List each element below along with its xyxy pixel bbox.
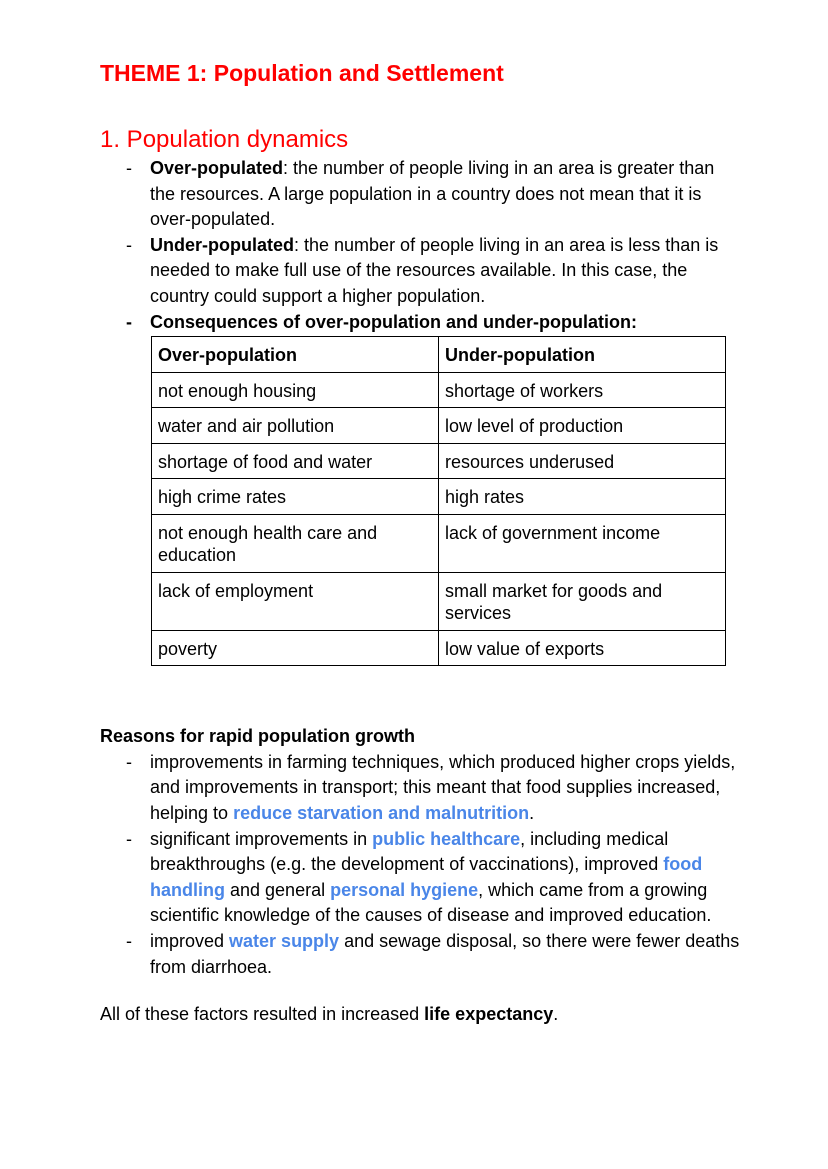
table-row	[152, 630, 726, 666]
text: All of these factors resulted in increased	[100, 1004, 425, 1025]
highlight: reduce starvation and malnutrition	[233, 802, 530, 823]
table-row	[152, 572, 726, 630]
consequences-table	[151, 336, 726, 666]
table-cell: resources underused	[439, 443, 726, 479]
table-row	[152, 479, 726, 515]
definitions-list	[100, 156, 740, 335]
table-cell: shortage of food and water	[152, 443, 439, 479]
table-cell: not enough housing	[152, 372, 439, 408]
highlight: water supply	[229, 930, 340, 951]
definition: : the number of people living in an area is less than is needed to make full use of the resources available. In this case, the country could support a higher population.	[150, 234, 719, 306]
page-title: THEME 1: Population and Settlement	[100, 60, 504, 86]
list-item: - Consequences of over-population and under-population:	[126, 311, 637, 332]
list-item: - improvements in farming techniques, which produced higher crops yields, and improvements in transport; this meant that food supplies increased, helping to reduce starvation and malnutrition.	[126, 751, 736, 823]
highlight: public healthcare	[372, 828, 521, 849]
term: Under-populated	[150, 234, 294, 255]
text: improvements in farming techniques, which produced higher crops yields, and improvements in transport; this meant that food supplies increased, helping to	[150, 751, 736, 823]
text: , including medical breakthroughs (e.g. the development of vaccinations), improved	[150, 828, 669, 875]
table-cell: lack of employment	[152, 572, 439, 630]
reasons-heading: Reasons for rapid population growth	[100, 726, 415, 747]
list-item: - improved water supply and sewage disposal, so there were fewer deaths from diarrhoea.	[126, 930, 740, 977]
text: improved	[150, 930, 230, 951]
table-cell: lack of government income	[439, 514, 726, 572]
table-cell: water and air pollution	[152, 408, 439, 444]
term: Consequences of over-population and under-population:	[150, 311, 637, 332]
text: and sewage disposal, so there were fewer deaths from diarrhoea.	[150, 930, 740, 977]
table-row	[152, 372, 726, 408]
definition: : the number of people living in an area is greater than the resources. A large population in a country does not mean that it is over-populated.	[150, 158, 715, 230]
table-row	[152, 514, 726, 572]
text: significant improvements in	[150, 828, 373, 849]
emphasis: life expectancy	[424, 1004, 554, 1025]
text: .	[553, 1004, 559, 1025]
table-cell: poverty	[152, 630, 439, 666]
conclusion	[100, 1002, 740, 1028]
table-cell: shortage of workers	[439, 372, 726, 408]
table-cell: low level of production	[439, 408, 726, 444]
term: Over-populated	[150, 158, 284, 178]
table-cell: low value of exports	[439, 630, 726, 666]
table-cell: high rates	[439, 479, 726, 515]
text: , which came from a growing scientific knowledge of the causes of disease and improved education.	[150, 879, 712, 926]
highlight: food handling	[150, 854, 703, 900]
list-item: - Under-populated: the number of people living in an area is less than is needed to make full use of the resources available. In this case, the country could support a higher population.	[126, 234, 719, 306]
list-item: - significant improvements in public healthcare, including medical breakthroughs (e.g. the development of vaccinations), improved food handling and general personal hygiene, which came from a growing scientific knowledge of the causes of disease and improved education.	[126, 828, 712, 926]
text: .	[529, 802, 535, 823]
table-cell: small market for goods and services	[439, 572, 726, 630]
text: and general	[225, 879, 331, 900]
table-cell: high crime rates	[152, 479, 439, 515]
reasons-list	[100, 750, 740, 980]
table-row	[152, 408, 726, 444]
section-heading: 1. Population dynamics	[100, 126, 349, 153]
table-row	[152, 443, 726, 479]
table-header: Under-population	[439, 337, 726, 373]
highlight: personal hygiene	[330, 879, 479, 900]
table-header: Over-population	[152, 337, 439, 373]
list-item: - Over-populated: the number of people living in an area is greater than the resources. A large population in a country does not mean that it is over-populated.	[126, 158, 715, 230]
table-cell: not enough health care and education	[152, 514, 439, 572]
